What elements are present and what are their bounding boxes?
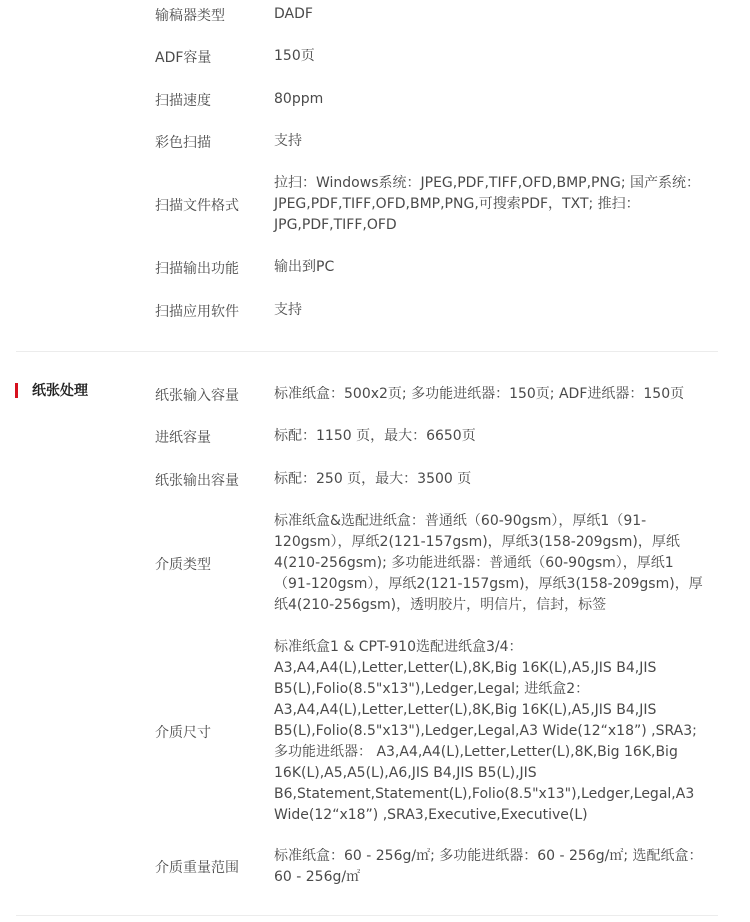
spec-label-adf-capacity: ADF容量: [155, 50, 212, 66]
spec-label-paper-output: 纸张输出容量: [155, 473, 239, 489]
spec-value-media-size: 标准纸盒1 & CPT-910选配进纸盒3/4：A3,A4,A4(L),Letter,Letter(L),8K,Big 16K(L),A5,JIS B4,JIS B5(L),Folio(8.5"x13"),Ledger,Legal; 进纸盒2：A3,A4,A4(L),Letter,Letter(L),8K,Big 16K(L),A5,JIS B4,JIS B5(L),Folio(8.5"x13"),Ledger,Legal,A3 Wide(12“x18”) ,SRA3; 多功能进纸器： A3,A4,A4(L),Letter,Letter(L),8K,Big 16K,Big 16K(L),A5,A5(L),A6,JIS B4,JIS B5(L),JIS B6,Statement,Statement(L),Folio(8.5"x13"),Ledger,Legal,A3 Wide(12“x18”) ,SRA3,Executive,Executive(L): [274, 639, 697, 823]
spec-label-media-weight: 介质重量范围: [155, 860, 239, 876]
spec-value-scan-software: 支持: [274, 302, 302, 318]
section-title: 纸张处理: [32, 383, 88, 399]
section-heading-paper-handling: [15, 380, 88, 400]
spec-label-feeder-type: 输稿器类型: [155, 8, 225, 24]
spec-label-scan-speed: 扫描速度: [155, 93, 211, 109]
spec-label-feed-capacity: 进纸容量: [155, 430, 211, 446]
spec-value-paper-output: 标配：250 页，最大：3500 页: [274, 471, 472, 487]
section-accent-bar: [15, 383, 18, 398]
section-divider-bottom: [16, 915, 718, 916]
spec-label-media-size: 介质尺寸: [155, 725, 211, 741]
spec-label-scan-output: 扫描输出功能: [155, 261, 239, 277]
spec-label-color-scan: 彩色扫描: [155, 135, 211, 151]
spec-value-color-scan: 支持: [274, 133, 302, 149]
spec-value-scan-file-format: 拉扫：Windows系统：JPEG,PDF,TIFF,OFD,BMP,PNG; 国产系统：JPEG,PDF,TIFF,OFD,BMP,PNG,可搜索PDF，TXT; 推扫：JPG,PDF,TIFF,OFD: [274, 175, 700, 233]
spec-label-scan-software: 扫描应用软件: [155, 304, 239, 320]
spec-value-feed-capacity: 标配：1150 页，最大：6650页: [274, 428, 476, 444]
spec-label-paper-input: 纸张输入容量: [155, 388, 239, 404]
spec-value-scan-speed: 80ppm: [274, 91, 324, 107]
spec-value-paper-input: 标准纸盒：500x2页; 多功能进纸器：150页; ADF进纸器：150页: [274, 386, 685, 402]
section-divider: [16, 351, 718, 352]
spec-value-adf-capacity: 150页: [274, 48, 315, 64]
spec-value-feeder-type: DADF: [274, 6, 313, 22]
spec-value-media-type: 标准纸盒&选配进纸盒：普通纸（60-90gsm），厚纸1（91-120gsm），厚纸2(121-157gsm)，厚纸3(158-209gsm)，厚纸4(210-256gsm); 多功能进纸器：普通纸（60-90gsm），厚纸1（91-120gsm），厚纸2(121-157gsm)，厚纸3(158-209gsm)，厚纸4(210-256gsm)，透明胶片，明信片，信封，标签: [274, 513, 703, 613]
spec-value-media-weight: 标准纸盒：60 - 256g/㎡; 多功能进纸器：60 - 256g/㎡; 选配纸盒： 60 - 256g/㎡: [274, 848, 703, 885]
spec-label-scan-file-format: 扫描文件格式: [155, 198, 239, 214]
spec-label-media-type: 介质类型: [155, 557, 211, 573]
spec-value-scan-output: 输出到PC: [274, 259, 335, 275]
